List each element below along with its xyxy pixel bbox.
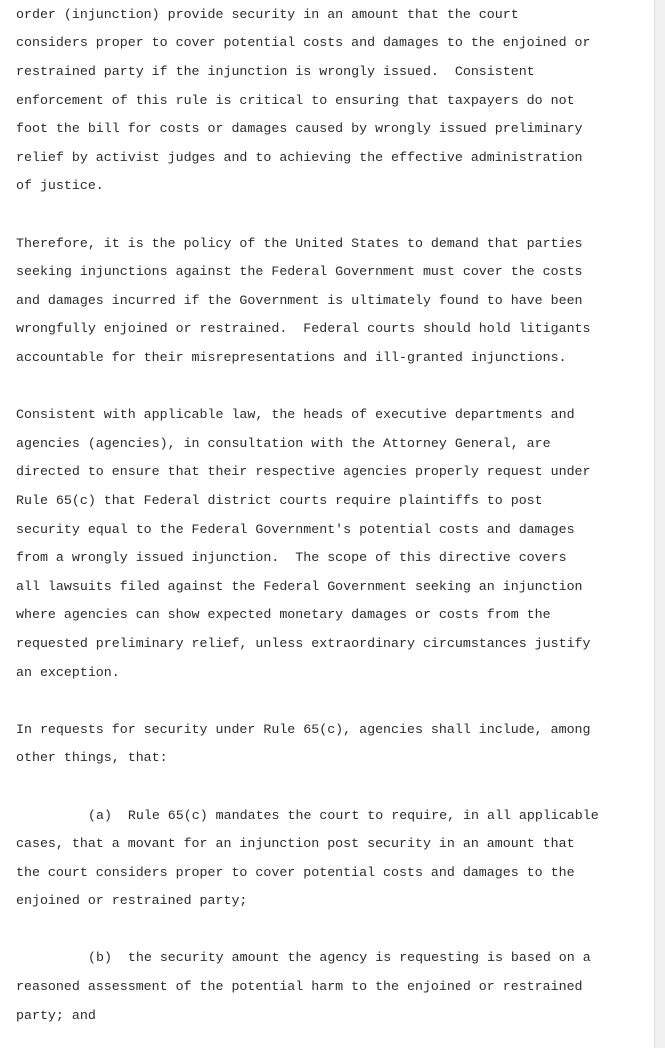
text-line: Consistent with applicable law, the heads of executive departments and — [16, 407, 575, 422]
text-line: restrained party if the injunction is wrongly issued. Consistent — [16, 64, 535, 79]
text-line: agencies (agencies), in consultation with the Attorney General, are — [16, 436, 551, 451]
text-line: accountable for their misrepresentations and ill-granted injunctions. — [16, 350, 567, 365]
text-line: directed to ensure that their respective agencies properly request under — [16, 464, 591, 479]
text-line: order (injunction) provide security in an amount that the court — [16, 7, 519, 22]
text-line: relief by activist judges and to achieving the effective administration — [16, 150, 583, 165]
text-line: enjoined or restrained party; — [16, 893, 248, 908]
text-line: cases, that a movant for an injunction post security in an amount that — [16, 836, 575, 851]
text-line: other things, that: — [16, 750, 168, 765]
text-line: (a) Rule 65(c) mandates the court to require, in all applicable — [88, 808, 599, 823]
text-line: security equal to the Federal Government's potential costs and damages — [16, 522, 575, 537]
text-line: requested preliminary relief, unless extraordinary circumstances justify — [16, 636, 591, 651]
text-line: Rule 65(c) that Federal district courts require plaintiffs to post — [16, 493, 543, 508]
text-line: (b) the security amount the agency is requesting is based on a — [88, 950, 591, 965]
text-line: reasoned assessment of the potential harm to the enjoined or restrained — [16, 979, 583, 994]
text-line: all lawsuits filed against the Federal Government seeking an injunction — [16, 579, 583, 594]
text-line: foot the bill for costs or damages caused by wrongly issued preliminary — [16, 121, 583, 136]
text-line: party; and — [16, 1008, 96, 1023]
text-line: Therefore, it is the policy of the United States to demand that parties — [16, 236, 583, 251]
text-line: where agencies can show expected monetary damages or costs from the — [16, 607, 551, 622]
text-line: wrongfully enjoined or restrained. Federal courts should hold litigants — [16, 321, 591, 336]
text-line: considers proper to cover potential costs and damages to the enjoined or — [16, 35, 591, 50]
text-line: enforcement of this rule is critical to ensuring that taxpayers do not — [16, 93, 575, 108]
text-line: the court considers proper to cover potential costs and damages to the — [16, 865, 575, 880]
text-line: from a wrongly issued injunction. The scope of this directive covers — [16, 550, 567, 565]
text-line: In requests for security under Rule 65(c), agencies shall include, among — [16, 722, 591, 737]
text-line: and damages incurred if the Government is ultimately found to have been — [16, 293, 583, 308]
text-line: seeking injunctions against the Federal Government must cover the costs — [16, 264, 583, 279]
text-line: of justice. — [16, 178, 104, 193]
text-line: an exception. — [16, 665, 120, 680]
scrollbar-track[interactable] — [654, 0, 665, 1048]
